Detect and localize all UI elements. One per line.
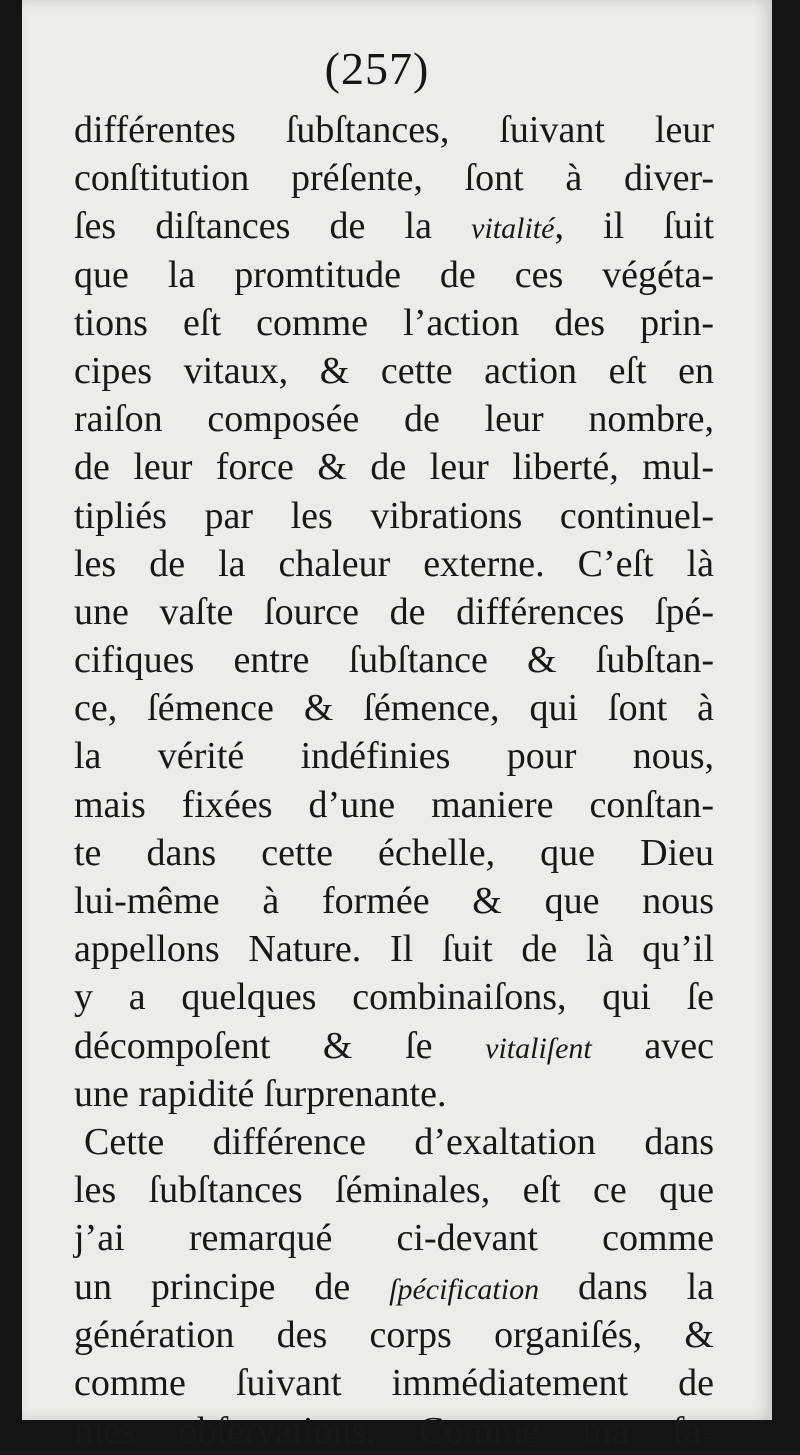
text-segment: génération des corps organiſés, & bbox=[74, 1313, 714, 1356]
text-line bbox=[74, 588, 714, 636]
text-line bbox=[74, 1359, 714, 1407]
text-segment: , il ſuit bbox=[554, 205, 715, 248]
text-segment: dans la bbox=[539, 1265, 715, 1308]
text-line bbox=[74, 1166, 714, 1214]
text-segment: cifiques entre ſubſtance & ſubſtan- bbox=[74, 639, 714, 682]
text-line bbox=[74, 1214, 714, 1262]
text-line bbox=[74, 106, 714, 154]
text-segment: tions eſt comme l’action des prin- bbox=[74, 301, 714, 344]
text-line bbox=[74, 684, 714, 732]
text-segment: mes obſervations. Comme ma fa- bbox=[74, 1410, 714, 1453]
text-segment: que la promtitude de ces végéta- bbox=[74, 253, 714, 296]
text-segment: une vaſte ſource de différences ſpé- bbox=[74, 590, 714, 633]
text-line bbox=[74, 202, 714, 250]
text-segment: ce, ſémence & ſémence, qui ſont à bbox=[74, 687, 714, 730]
text-segment: de leur force & de leur liberté, mul- bbox=[74, 446, 714, 489]
text-segment: tipliés par les vibrations continuel- bbox=[74, 494, 714, 537]
text-line bbox=[74, 347, 714, 395]
text-segment: la vérité indéfinies pour nous, bbox=[74, 735, 714, 778]
body-text bbox=[74, 106, 714, 1455]
text-segment: j’ai remarqué ci-devant comme bbox=[74, 1217, 714, 1260]
text-segment: lui-même à formée & que nous bbox=[74, 880, 714, 922]
text-segment: différentes ſubſtances, ſuivant leur bbox=[74, 109, 714, 151]
text-segment: avec bbox=[591, 1024, 714, 1067]
text-segment: les ſubſtances ſéminales, eſt ce que bbox=[74, 1169, 714, 1212]
text-line bbox=[74, 1070, 714, 1118]
italic-term: ſpécification bbox=[389, 1272, 540, 1306]
italic-term: vitalité bbox=[471, 212, 555, 246]
book-page bbox=[22, 0, 772, 1453]
text-line bbox=[74, 251, 714, 299]
text-segment: décompoſent & ſe bbox=[74, 1024, 486, 1067]
text-segment: Cette différence d’exaltation dans bbox=[84, 1120, 714, 1163]
text-line bbox=[74, 829, 714, 877]
text-line bbox=[74, 781, 714, 829]
text-segment: les de la chaleur externe. C’eſt là bbox=[74, 542, 714, 585]
text-segment: appellons Nature. Il ſuit de là qu’il bbox=[74, 928, 714, 971]
text-line bbox=[74, 154, 714, 202]
text-segment: ſes diſtances de la bbox=[74, 205, 472, 248]
text-line bbox=[74, 636, 714, 684]
text-line bbox=[74, 1118, 714, 1166]
text-line bbox=[74, 1022, 714, 1070]
text-line bbox=[74, 540, 714, 588]
text-line bbox=[74, 1311, 714, 1359]
text-line bbox=[74, 732, 714, 780]
text-line bbox=[74, 877, 714, 925]
text-segment: conſtitution préſente, ſont à diver- bbox=[74, 157, 714, 200]
text-segment: un principe de bbox=[74, 1265, 390, 1308]
text-line bbox=[74, 1407, 714, 1455]
text-line bbox=[74, 443, 714, 491]
text-line bbox=[74, 925, 714, 973]
text-segment: une rapidité ſurprenante. bbox=[74, 1072, 447, 1115]
text-line bbox=[74, 299, 714, 347]
text-segment: y a quelques combinaiſons, qui ſe bbox=[74, 976, 714, 1019]
text-segment: raiſon composée de leur nombre, bbox=[74, 398, 714, 441]
text-segment: comme ſuivant immédiatement de bbox=[74, 1361, 714, 1404]
text-segment: mais fixées d’une maniere conſtan- bbox=[74, 783, 714, 826]
text-line bbox=[74, 395, 714, 443]
page-number: (257) bbox=[324, 43, 430, 94]
text-segment: cipes vitaux, & cette action eſt en bbox=[74, 349, 714, 392]
italic-term: vitaliſent bbox=[485, 1031, 592, 1065]
text-line bbox=[74, 973, 714, 1021]
text-segment: te dans cette échelle, que Dieu bbox=[74, 831, 714, 874]
text-line bbox=[74, 492, 714, 540]
text-line bbox=[74, 1263, 714, 1311]
